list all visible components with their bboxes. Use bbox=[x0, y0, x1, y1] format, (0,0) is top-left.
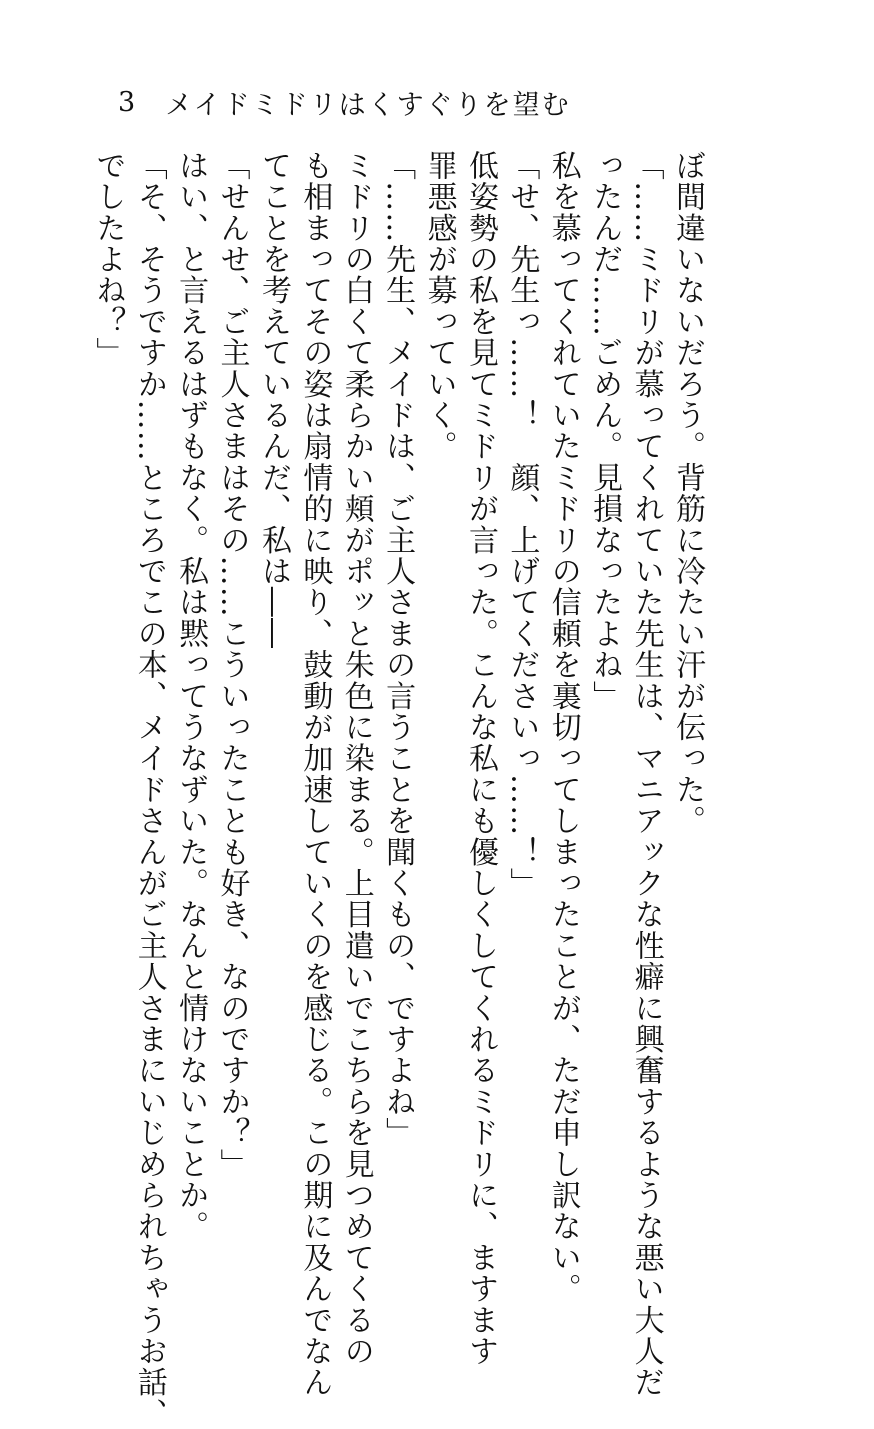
text-line-5: 「せ、先生っ……！ 顔、上げてくださいっ……！」 bbox=[504, 150, 540, 899]
chapter-number: 3 bbox=[118, 86, 138, 118]
chapter-title: メイドミドリはくすぐりを望む bbox=[165, 89, 571, 121]
text-line-7: 罪悪感が募っていく。 bbox=[421, 150, 457, 462]
text-line-6: 低姿勢の私を見てミドリが言った。こんな私にも優しくしてくれるミドリに、ますます bbox=[462, 150, 498, 1367]
chapter-header bbox=[118, 84, 571, 120]
text-line-9: ミドリの白くて柔らかい頬がポッと朱色に染まる。上目遣いでこちらを見つめてくるの bbox=[338, 150, 374, 1367]
text-line-11: てことを考えているんだ、私は―― bbox=[255, 150, 291, 650]
text-line-12: 「せんせ、ご主人さまはその……こういったことも好き、なのですか？」 bbox=[214, 150, 250, 1180]
text-line-13: はい、と言えるはずもなく。私は黙ってうなずいた。なんと情けないことか。 bbox=[173, 150, 209, 1242]
text-line-14: 「そ、そうですか……ところでこの本、メイドさんがご主人さまにいじめられちゃうお話、 bbox=[131, 150, 167, 1429]
text-line-10: も相まってその姿は扇情的に映り、鼓動が加速していくのを感じる。この期に及んでなん bbox=[297, 150, 333, 1398]
text-line-1: ぼ間違いないだろう。背筋に冷たい汗が伝った。 bbox=[670, 150, 705, 837]
text-line-4: 私を慕ってくれていたミドリの信頼を裏切ってしまったことが、ただ申し訳ない。 bbox=[545, 150, 581, 1305]
text-line-3: ったんだ……ごめん。見損なったよね」 bbox=[587, 150, 623, 712]
text-line-8: 「……先生、メイドは、ご主人さまの言うことを聞くもの、ですよね」 bbox=[380, 150, 416, 1149]
vertical-body-text bbox=[90, 150, 708, 1429]
text-line-2: 「……ミドリが慕ってくれていた先生は、マニアックな性癖に興奮するような悪い大人だ bbox=[628, 150, 664, 1398]
text-line-15: でしたよね？」 bbox=[90, 150, 126, 369]
